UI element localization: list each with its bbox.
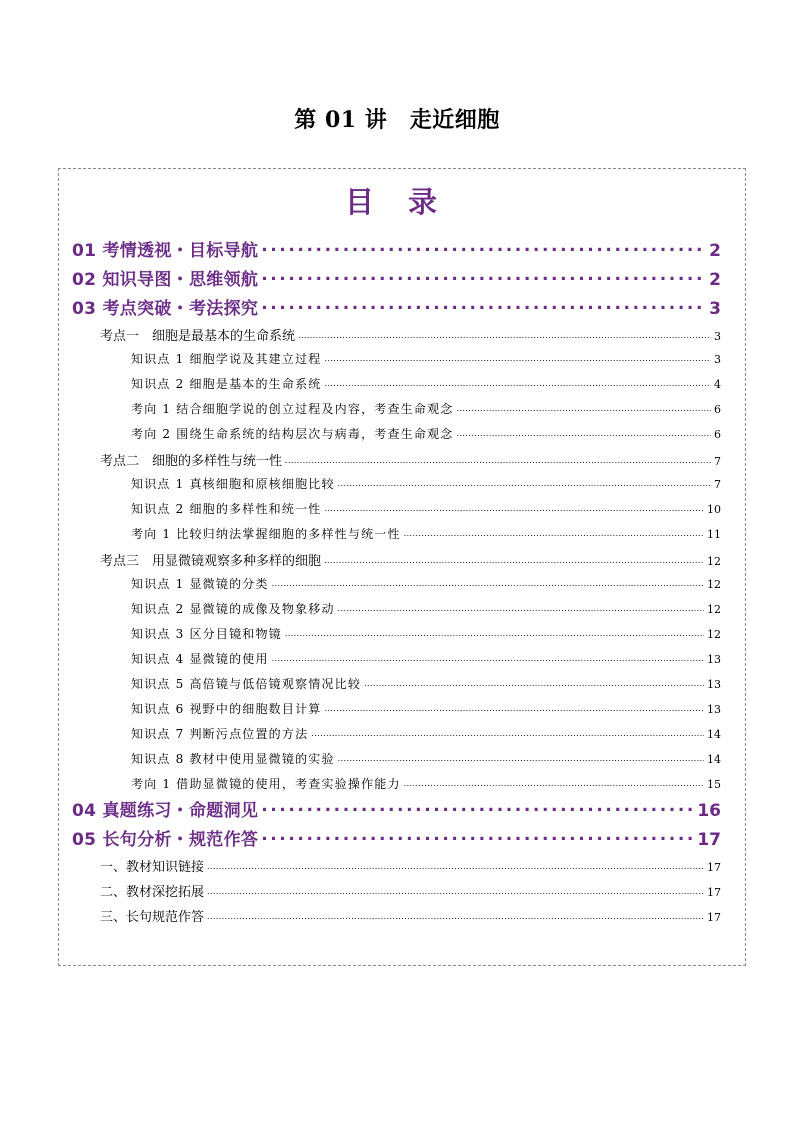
toc-entry[interactable] — [72, 236, 721, 261]
toc-entry-label: 考点二 细胞的多样性与统一性 — [100, 454, 283, 469]
toc-entry-label: 知识点 3 区分目镜和物镜 — [131, 627, 282, 641]
toc-entry[interactable] — [131, 375, 721, 392]
toc-entry-page-number: 2 — [709, 241, 721, 261]
toc-entry-page-number: 3 — [714, 353, 721, 366]
toc-leader-dots — [261, 796, 694, 816]
toc-leader-dots — [207, 907, 704, 921]
toc-entry-page-number: 17 — [707, 886, 721, 899]
page-title: 第 01 讲 走近细胞 — [294, 107, 500, 133]
toc-entry-label: 知识点 1 显微镜的分类 — [131, 577, 269, 591]
toc-entry[interactable] — [72, 825, 721, 850]
toc-entry[interactable] — [131, 475, 721, 492]
toc-entry-label: 知识点 7 判断污点位置的方法 — [131, 727, 309, 741]
toc-entry[interactable] — [131, 750, 721, 767]
toc-entry-page-number: 3 — [714, 330, 721, 343]
toc-entry-label: 知识点 2 细胞的多样性和统一性 — [131, 502, 322, 516]
toc-entry-label: 考向 2 围绕生命系统的结构层次与病毒，考查生命观念 — [131, 427, 454, 441]
toc-entry[interactable] — [100, 856, 721, 875]
toc-entry[interactable] — [131, 525, 721, 542]
toc-entry[interactable] — [100, 881, 721, 900]
toc-entry-page-number: 11 — [707, 528, 721, 541]
toc-entry-page-number: 17 — [707, 861, 721, 874]
toc-entry-label: 知识点 2 细胞是基本的生命系统 — [131, 377, 322, 391]
toc-leader-dots — [272, 650, 704, 663]
toc-leader-dots — [324, 700, 704, 713]
toc-leader-dots — [272, 575, 704, 588]
toc-leader-dots — [324, 500, 704, 513]
toc-entry-label: 考向 1 结合细胞学说的创立过程及内容，考查生命观念 — [131, 402, 454, 416]
toc-entry-page-number: 7 — [714, 478, 721, 491]
toc-leader-dots — [324, 350, 711, 363]
toc-leader-dots — [298, 326, 711, 340]
toc-entry-label: 考向 1 比较归纳法掌握细胞的多样性与统一性 — [131, 527, 401, 541]
toc-leader-dots — [324, 375, 711, 388]
toc-entry[interactable] — [131, 400, 721, 417]
toc-entry-label: 二、教材深挖拓展 — [100, 885, 205, 900]
toc-entry-label: 考向 1 借助显微镜的使用，考查实验操作能力 — [131, 777, 401, 791]
toc-entry-label: 01 考情透视・目标导航 — [72, 241, 259, 261]
toc-entry[interactable] — [131, 675, 721, 692]
toc-leader-dots — [456, 425, 711, 438]
toc-entry-page-number: 4 — [714, 378, 721, 391]
toc-entry-page-number: 12 — [707, 578, 721, 591]
toc-leader-dots — [324, 551, 704, 565]
toc-leader-dots — [285, 625, 704, 638]
toc-entry[interactable] — [131, 425, 721, 442]
toc-entry-page-number: 17 — [697, 830, 721, 850]
toc-leader-dots — [364, 675, 704, 688]
toc-entry-page-number: 12 — [707, 628, 721, 641]
toc-entry[interactable] — [100, 325, 721, 344]
toc-entry-page-number: 13 — [707, 703, 721, 716]
toc-entry-page-number: 7 — [714, 455, 721, 468]
toc-heading: 目 录 — [344, 185, 450, 219]
toc-leader-dots — [261, 236, 706, 256]
toc-entry[interactable] — [72, 265, 721, 290]
toc-entry-page-number: 10 — [707, 503, 721, 516]
toc-entry-page-number: 13 — [707, 678, 721, 691]
toc-entry-label: 03 考点突破・考法探究 — [72, 299, 259, 319]
toc-entry[interactable] — [131, 625, 721, 642]
toc-entry[interactable] — [131, 575, 721, 592]
toc-leader-dots — [404, 525, 704, 538]
toc-entry-page-number: 13 — [707, 653, 721, 666]
toc-entry-label: 知识点 6 视野中的细胞数目计算 — [131, 702, 322, 716]
toc-entry[interactable] — [131, 500, 721, 517]
toc-leader-dots — [311, 725, 704, 738]
toc-leader-dots — [207, 857, 704, 871]
toc-leader-dots — [338, 600, 704, 613]
toc-leader-dots — [338, 750, 704, 763]
toc-entry[interactable] — [100, 550, 721, 569]
toc-entry-label: 三、长句规范作答 — [100, 910, 205, 925]
toc-entry-label: 知识点 4 显微镜的使用 — [131, 652, 269, 666]
toc-leader-dots — [456, 400, 711, 413]
toc-entry-page-number: 2 — [709, 270, 721, 290]
toc-entry[interactable] — [131, 650, 721, 667]
toc-entry[interactable] — [131, 725, 721, 742]
toc-leader-dots — [261, 265, 706, 285]
toc-entry-label: 05 长句分析・规范作答 — [72, 830, 259, 850]
toc-entry-label: 考点三 用显微镜观察多种多样的细胞 — [100, 554, 322, 569]
toc-entry[interactable] — [72, 294, 721, 319]
toc-entry-label: 知识点 2 显微镜的成像及物象移动 — [131, 602, 335, 616]
toc-entry[interactable] — [72, 796, 721, 821]
toc-leader-dots — [338, 475, 711, 488]
toc-entry-page-number: 12 — [707, 555, 721, 568]
toc-entry-page-number: 6 — [714, 403, 721, 416]
toc-entry-page-number: 15 — [707, 778, 721, 791]
toc-entry[interactable] — [131, 700, 721, 717]
toc-entry-page-number: 12 — [707, 603, 721, 616]
toc-entry[interactable] — [131, 350, 721, 367]
toc-entry-label: 一、教材知识链接 — [100, 860, 205, 875]
toc-entry-page-number: 3 — [709, 299, 721, 319]
toc-entry-page-number: 14 — [707, 753, 721, 766]
toc-entry[interactable] — [131, 775, 721, 792]
toc-entry-label: 04 真题练习・命题洞见 — [72, 801, 259, 821]
toc-entry-label: 知识点 5 高倍镜与低倍镜观察情况比较 — [131, 677, 362, 691]
toc-entry[interactable] — [131, 600, 721, 617]
toc-leader-dots — [285, 451, 711, 465]
toc-leader-dots — [404, 775, 704, 788]
toc-entry-page-number: 14 — [707, 728, 721, 741]
toc-entry-label: 02 知识导图・思维领航 — [72, 270, 259, 290]
toc-leader-dots — [207, 882, 704, 896]
toc-entry-page-number: 6 — [714, 428, 721, 441]
toc-entry-label: 知识点 8 教材中使用显微镜的实验 — [131, 752, 335, 766]
toc-entry-page-number: 16 — [697, 801, 721, 821]
toc-entry-label: 知识点 1 真核细胞和原核细胞比较 — [131, 477, 335, 491]
toc-leader-dots — [261, 294, 706, 314]
toc-entry[interactable] — [100, 450, 721, 469]
toc-entry[interactable] — [100, 906, 721, 925]
toc-entry-page-number: 17 — [707, 911, 721, 924]
toc-entry-label: 考点一 细胞是最基本的生命系统 — [100, 329, 296, 344]
toc-entry-label: 知识点 1 细胞学说及其建立过程 — [131, 352, 322, 366]
toc-leader-dots — [261, 825, 694, 845]
